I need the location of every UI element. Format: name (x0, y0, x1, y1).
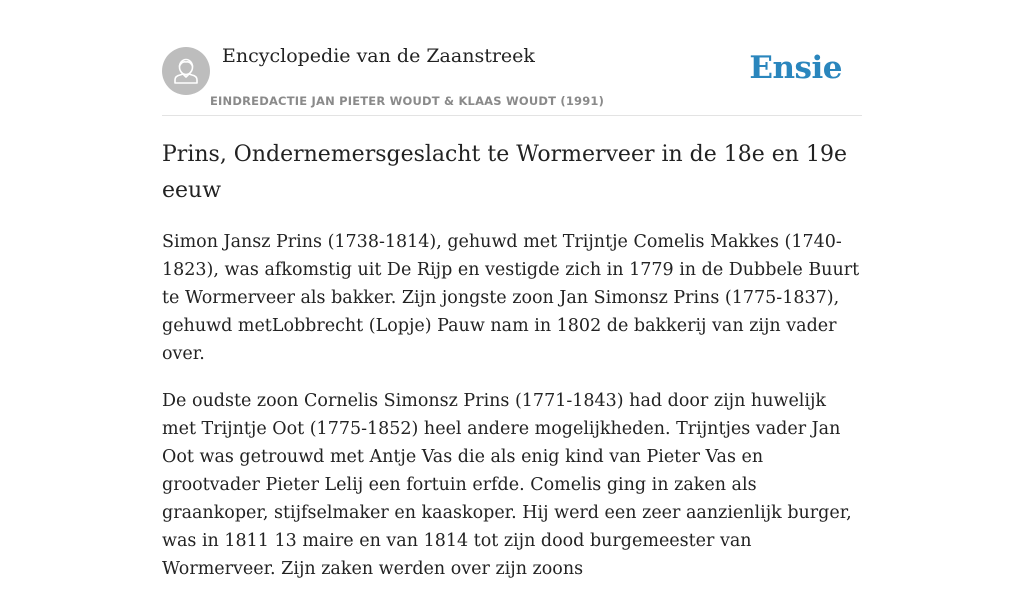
article-paragraph-1: Simon Jansz Prins (1738-1814), gehuwd met Trijntje Comelis Makkes (1740-1823), was afkomstig uit De Rijp en vestigde zich in 1779 in de Dubbele Buurt te Wormerveer als bakker. Zijn jongste zoon Jan Simonsz Prins (1775-1837), gehuwd metLobbrecht (Lopje) Pauw nam in 1802 de bakkerij van zijn vader over. (162, 232, 860, 364)
source-editors: EINDREDACTIE JAN PIETER WOUDT & KLAAS WOUDT (1991) (210, 94, 605, 108)
source-title[interactable]: Encyclopedie van de Zaanstreek (222, 45, 535, 67)
article-title: Prins, Ondernemersgeslacht te Wormerveer in de 18e en 19e eeuw (162, 142, 847, 203)
source-header (162, 0, 862, 116)
article-paragraph-2: De oudste zoon Cornelis Simonsz Prins (1771-1843) had door zijn huwelijk met Trijntje Oot (1775-1852) heel andere mogelijkheden. Trijntjes vader Jan Oot was getrouwd met Antje Vas die als enig kind van Pieter Vas en grootvader Pieter Lelij een fortuin erfde. Comelis ging in zaken als graankoper, stijfselmaker en kaaskoper. Hij werd een zeer aanzienlijk burger, was in 1811 13 maire en van 1814 tot zijn dood burgemeester van Wormerveer. Zijn zaken werden over zijn zoons (162, 391, 852, 579)
ensie-logo[interactable]: Ensie (749, 50, 842, 86)
avatar[interactable] (162, 47, 210, 95)
article-body (162, 228, 862, 602)
user-silhouette-icon (162, 47, 210, 95)
